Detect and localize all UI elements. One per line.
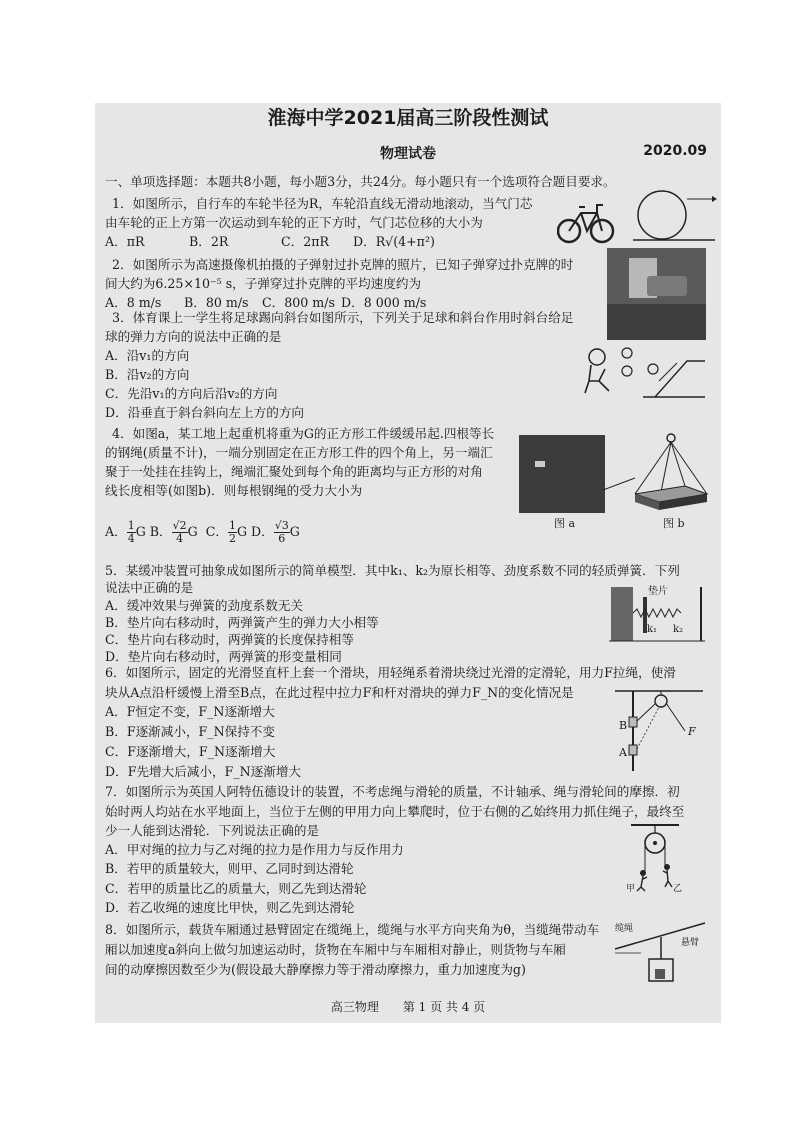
q3-option-c: C．先沿v₁的方向后沿v₂的方向 (105, 386, 278, 401)
q5-option-c: C．垫片向右移动时，两弹簧的长度保持相等 (105, 632, 354, 647)
q1-option-d: D．R√(4+π²) (353, 234, 435, 249)
q3-option-a: A．沿v₁的方向 (105, 348, 190, 363)
q5-option-d: D．垫片向右移动时，两弹簧的形变量相同 (105, 649, 342, 664)
q8-line3: 间的动摩擦因数至少为(假设最大静摩擦力等于滑动摩擦力，重力加速度为g) (105, 962, 526, 977)
figure-b-caption: 图 b (663, 517, 685, 530)
q4-option-d-label: D． (251, 524, 274, 539)
q5-option-a: A．缓冲效果与弹簧的劲度系数无关 (105, 598, 304, 613)
q2-option-a: A．8 m/s (105, 295, 162, 310)
q1-line2: 由车轮的正上方第一次运动到车轮的正下方时，气门芯位移的大小为 (105, 215, 483, 230)
q8-line1: 8．如图所示，载货车厢通过悬臂固定在缆绳上，缆绳与水平方向夹角为θ，当缆绳带动车 (105, 922, 600, 937)
q4-fraction-c: $\frac{1}{2}$ (228, 519, 236, 545)
q5-option-b: B．垫片向右移动时，两弹簧产生的弹力大小相等 (105, 615, 379, 630)
q8-arm-label: 悬臂 (681, 938, 700, 948)
q4-option-a-label: A． (105, 524, 127, 539)
suspended-block-figure (629, 428, 713, 516)
q4-fraction-d: $\frac{√3}{6}$ (274, 519, 289, 545)
q4-line1: 4．如图a，某工地上起重机将重为G的正方形工件缓缓吊起.四根等长 (112, 426, 495, 441)
q7-option-a: A．甲对绳的拉力与乙对绳的拉力是作用力与反作用力 (105, 842, 404, 857)
q4-line4: 线长度相等(如图b)．则每根钢绳的受力大小为 (105, 483, 363, 498)
q5-pad-label: 垫片 (648, 586, 668, 597)
figure-a-caption: 图 a (554, 517, 576, 530)
page-subtitle: 物理试卷 (380, 146, 436, 162)
crane-photo (519, 435, 605, 513)
q7-line2: 始时两人均站在水平地面上，当位于左侧的甲用力向上攀爬时，位于右侧的乙始终用力抓住绳子，最终至 (105, 804, 685, 819)
section-heading: 一、单项选择题：本题共8小题，每小题3分，共24分。每小题只有一个选项符合题目要求。 (105, 174, 616, 189)
q2-option-d: D．8 000 m/s (341, 295, 427, 310)
page-footer: 高三物理 第 1 页 共 4 页 (330, 1000, 486, 1014)
exam-date: 2020.09 (643, 143, 707, 159)
q6-option-b: B．F逐渐减小，F_N保持不变 (105, 724, 275, 739)
q6-line2: 块从A点沿杆缓慢上滑至B点，在此过程中拉力F和杆对滑块的弹力F_N的变化情况是 (105, 685, 574, 700)
q1-line1: 1．如图所示，自行车的车轮半径为R，车轮沿直线无滑动地滚动，当气门芯 (112, 196, 533, 211)
q6-option-c: C．F逐渐增大，F_N逐渐增大 (105, 744, 276, 759)
q7-option-c: C．若甲的质量比乙的质量大，则乙先到达滑轮 (105, 881, 367, 896)
q6-line1: 6．如图所示，固定的光滑竖直杆上套一个滑块，用轻绳系着滑块绕过光滑的定滑轮，用力F拉绳，使滑 (105, 665, 676, 680)
q8-cable-label: 缆绳 (615, 924, 634, 934)
q7-yi-label: 乙 (673, 884, 683, 894)
q5-k2-label: k₂ (673, 624, 684, 635)
q3-line2: 球的弹力方向的说法中正确的是 (105, 329, 282, 344)
q4-options: A． $\frac{1}{4}$ G B． $\frac{√2}{4}$ G C． $\frac{1}{2}$ G D． $\frac{√3}{6}$ G (105, 519, 300, 545)
q1-option-b: B．2R (189, 234, 229, 249)
bullet-card-photo (607, 248, 706, 340)
q2-option-c: C．800 m/s (262, 295, 335, 310)
q7-jia-label: 甲 (626, 884, 636, 894)
q4-option-c-label: C． (205, 524, 228, 539)
q3-option-b: B．沿v₂的方向 (105, 367, 190, 382)
q4-fraction-b: $\frac{√2}{4}$ (172, 519, 187, 545)
q2-option-b: B．80 m/s (184, 295, 249, 310)
q2-line2: 间大约为6.25×10⁻⁵ s，子弹穿过扑克牌的平均速度约为 (105, 276, 422, 291)
q4-line3: 聚于一处挂在挂钩上，绳端汇聚处到每个角的距离均与正方形的对角 (105, 464, 483, 479)
q5-line2: 说法中正确的是 (105, 580, 194, 595)
q2-line1: 2．如图所示为高速摄像机拍摄的子弹射过扑克牌的照片，已知子弹穿过扑克牌的时 (112, 257, 574, 272)
q1-option-c: C．2πR (281, 234, 330, 249)
page-title: 淮海中学2021届高三阶段性测试 (267, 107, 549, 129)
football-ramp-figure (583, 341, 713, 401)
q8-line2: 厢以加速度a斜向上做匀加速运动时，货物在车厢中与车厢相对静止，则货物与车厢 (105, 942, 566, 957)
q4-option-b-label: B． (149, 524, 172, 539)
q6-point-b: B (619, 719, 628, 732)
q6-force-f: F (688, 725, 696, 738)
q5-k1-label: k₁ (647, 624, 658, 635)
q4-fraction-a: $\frac{1}{4}$ (127, 519, 135, 545)
q1-option-a: A．πR (105, 234, 145, 249)
exam-sheet (95, 103, 721, 1023)
q7-line1: 7．如图所示为英国人阿特伍德设计的装置，不考虑绳与滑轮的质量，不计轴承、绳与滑轮间的摩擦．初 (105, 784, 680, 799)
q3-option-d: D．沿垂直于斜台斜向左上方的方向 (105, 405, 305, 420)
q4-line2: 的钢绳(质量不计)，一端分别固定在正方形工件的四个角上，另一端汇 (105, 445, 493, 460)
q7-line3: 少一人能到达滑轮．下列说法正确的是 (105, 823, 320, 838)
q5-line1: 5．某缓冲装置可抽象成如图所示的简单模型．其中k₁、k₂为原长相等、劲度系数不同的轻质弹簧．下列 (105, 563, 680, 578)
q6-option-d: D．F先增大后减小，F_N逐渐增大 (105, 764, 302, 779)
q6-option-a: A．F恒定不变，F_N逐渐增大 (105, 704, 275, 719)
q3-line1: 3．体育课上一学生将足球踢向斜台如图所示，下列关于足球和斜台作用时斜台给足 (112, 310, 574, 325)
bicycle-wheel-figure (557, 189, 717, 247)
q7-option-b: B．若甲的质量较大，则甲、乙同时到达滑轮 (105, 861, 354, 876)
q7-option-d: D．若乙收绳的速度比甲快，则乙先到达滑轮 (105, 900, 355, 915)
q6-point-a: A (619, 746, 627, 759)
